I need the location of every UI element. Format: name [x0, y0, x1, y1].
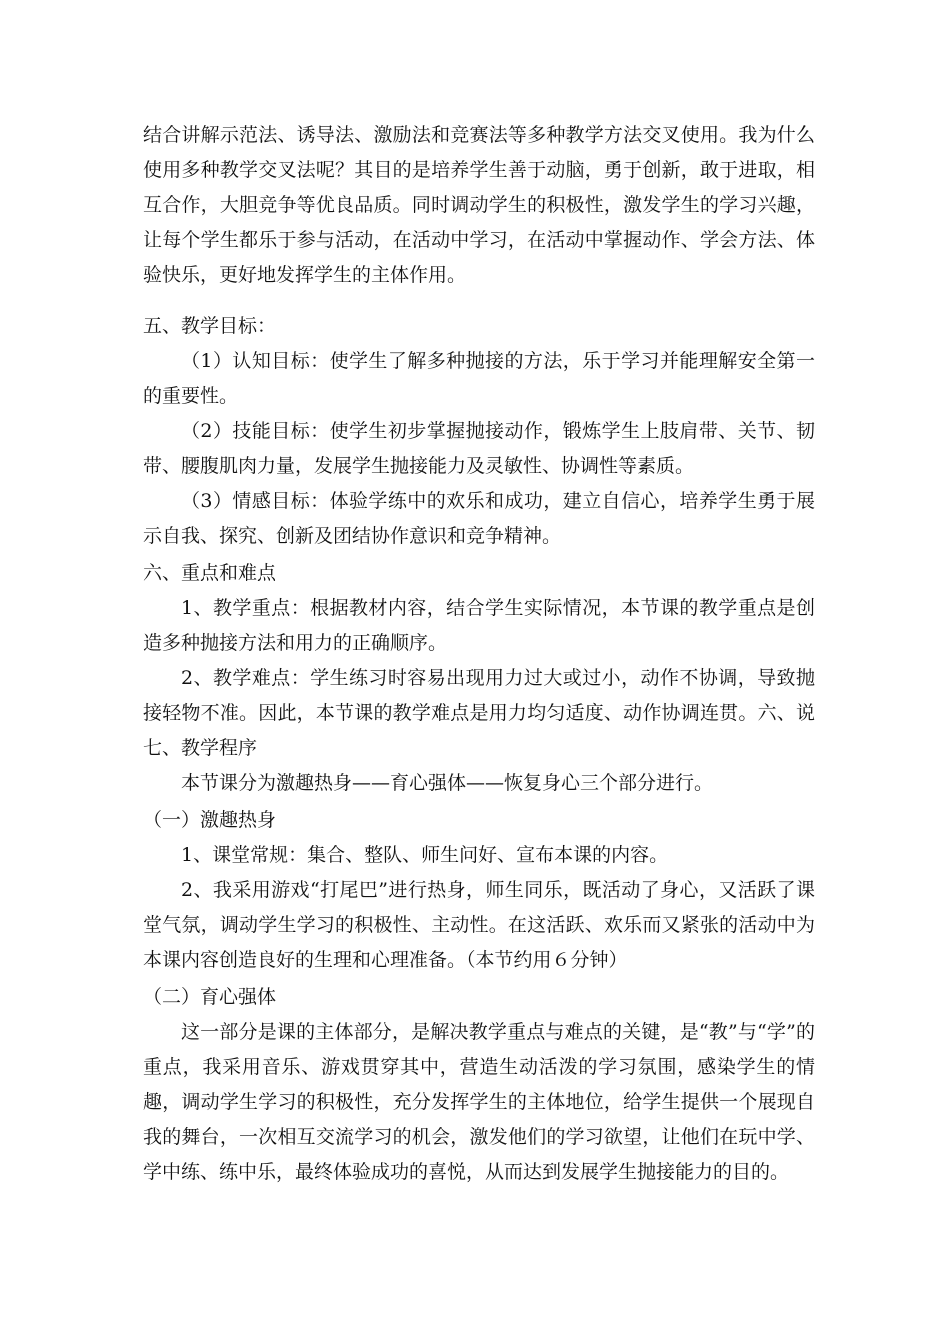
difficult-point: 2、教学难点：学生练习时容易出现用力过大或过小，动作不协调，导致抛接轻物不准。因此，本节课的教学难点是用力均匀适度、动作协调连贯。六、说七、教学程序 [143, 667, 815, 759]
heading-main-part: （二）育心强体 [143, 986, 277, 1008]
goal-cognitive: （1）认知目标：使学生了解多种抛接的方法，乐于学习并能理解安全第一的重要性。 [143, 350, 815, 407]
main-part-description: 这一部分是课的主体部分，是解决教学重点与难点的关键，是“教”与“学”的重点，我采用音乐、游戏贯穿其中，营造生动活泼的学习氛围，感染学生的情趣，调动学生学习的积极性，充分发挥学生的主体地位，给学生提供一个展现自我的舞台，一次相互交流学习的机会，激发他们的学习欲望，让他们在玩中学、学中练、练中乐，最终体验成功的喜悦，从而达到发展学生抛接能力的目的。 [143, 1021, 815, 1183]
paragraph-teaching-methods: 结合讲解示范法、诱导法、激励法和竞赛法等多种教学方法交叉使用。我为什么使用多种教学交叉法呢？其目的是培养学生善于动脑，勇于创新，敢于进取，相互合作，大胆竞争等优良品质。同时调动学生的积极性，激发学生的学习兴趣，让每个学生都乐于参与活动，在活动中学习，在活动中掌握动作、学会方法、体验快乐，更好地发挥学生的主体作用。 [143, 124, 815, 286]
warmup-routine: 1、课堂常规：集合、整队、师生问好、宣布本课的内容。 [181, 844, 669, 866]
procedure-intro: 本节课分为激趣热身——育心强体——恢复身心三个部分进行。 [181, 772, 714, 794]
heading-teaching-goals: 五、教学目标： [143, 315, 277, 337]
heading-warmup: （一）激趣热身 [143, 809, 277, 831]
goal-emotional: （3）情感目标：体验学练中的欢乐和成功，建立自信心，培养学生勇于展示自我、探究、创新及团结协作意识和竞争精神。 [143, 490, 815, 547]
goal-skill: （2）技能目标：使学生初步掌握抛接动作，锻炼学生上肢肩带、关节、韧带、腰腹肌肉力量，发展学生抛接能力及灵敏性、协调性等素质。 [143, 420, 815, 477]
key-point: 1、教学重点：根据教材内容，结合学生实际情况，本节课的教学重点是创造多种抛接方法和用力的正确顺序。 [143, 597, 815, 654]
heading-key-points: 六、重点和难点 [143, 562, 277, 584]
warmup-game: 2、我采用游戏“打尾巴”进行热身，师生同乐，既活动了身心，又活跃了课堂气氛，调动学生学习的积极性、主动性。在这活跃、欢乐而又紧张的活动中为本课内容创造良好的生理和心理准备。（本节约用６分钟） [143, 879, 815, 971]
